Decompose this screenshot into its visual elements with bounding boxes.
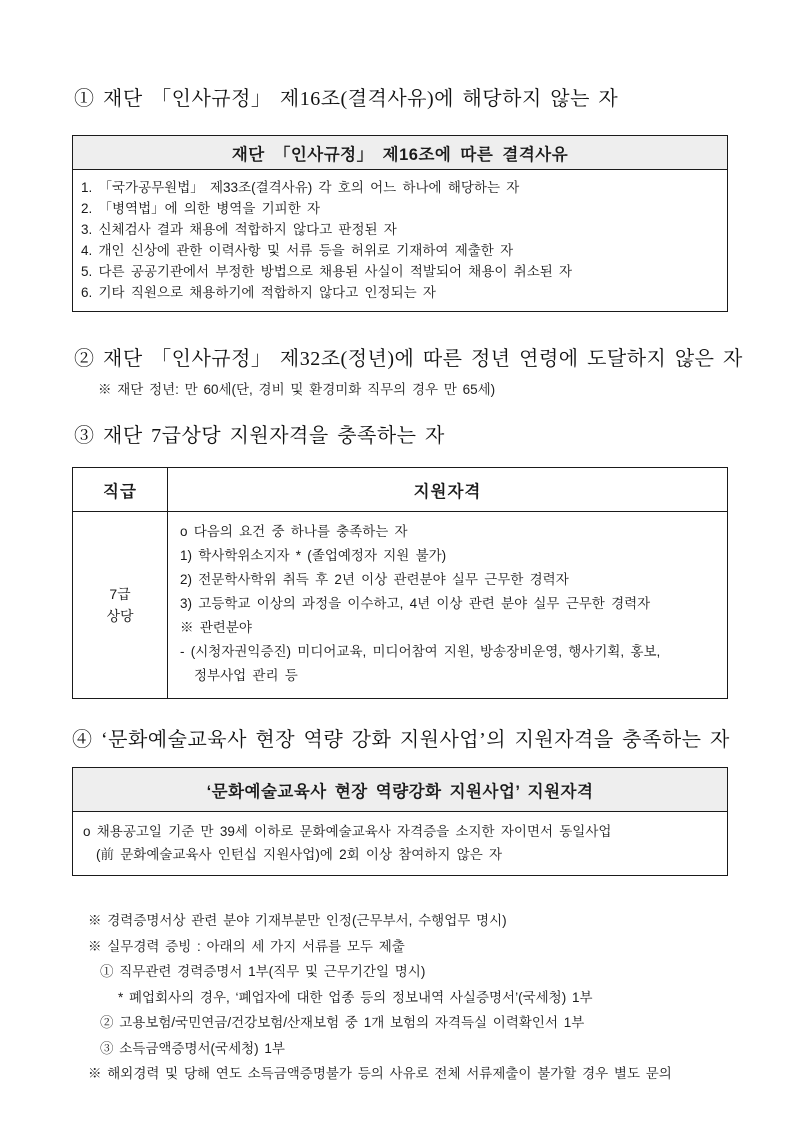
program-qualification-body [73,812,728,876]
footnote: ※ 경력증명서상 관련 분야 기재부분만 인정(근무부서, 수행업무 명시) [88,913,507,928]
footnote: * 폐업회사의 경우, ‘폐업자에 대한 업종 등의 정보내역 사실증명서’(국세청) 1부 [118,989,593,1005]
rank-line: 상당 [106,608,134,624]
disqualification-item: 1. 「국가공무원법」 제33조(결격사유) 각 호의 어느 하나에 해당하는 자 [81,180,520,195]
disqualification-item: 5. 다른 공공기관에서 부정한 방법으로 채용된 사실이 적발되어 채용이 취소된 자 [81,264,573,279]
qualification-cell [168,512,728,699]
retirement-age-note: ※ 재단 정년: 만 60세(단, 경비 및 환경미화 직무의 경우 만 65세) [98,382,496,397]
qualification-line: 2) 전문학사학위 취득 후 2년 이상 관련분야 실무 근무한 경력자 [180,572,569,587]
disqualification-table-header: 재단 「인사규정」 제16조에 따른 결격사유 [73,136,728,170]
footnote: ② 고용보험/국민연금/건강보험/산재보험 중 1개 보험의 자격득실 이력확인서 1부 [100,1015,585,1030]
qualification-line: 3) 고등학교 이상의 과정을 이수하고, 4년 이상 관련 분야 실무 근무한 경력자 [180,596,651,611]
rank-column-header: 직급 [73,468,168,512]
rank-qualification-table [72,467,728,699]
disqualification-item: 4. 개인 신상에 관한 이력사항 및 서류 등을 허위로 기재하여 제출한 자 [81,243,514,258]
section3-heading: ③ 재단 7급상당 지원자격을 충족하는 자 [74,425,445,447]
footnote: ③ 소득금액증명서(국세청) 1부 [100,1040,285,1056]
qualification-line: 1) 학사학위소지자 * (졸업예정자 지원 불가) [180,548,447,563]
qualification-line: o 다음의 요건 중 하나를 충족하는 자 [180,524,408,539]
qualification-column-header: 지원자격 [168,468,728,512]
program-qualification-header: ‘문화예술교육사 현장 역량강화 지원사업’ 지원자격 [73,768,728,812]
section2-heading: ② 재단 「인사규정」 제32조(정년)에 따른 정년 연령에 도달하지 않은 자 [74,348,743,370]
program-qualification-line: o 채용공고일 기준 만 39세 이하로 문화예술교육사 자격증을 소지한 자이면서 동일사업 [83,824,612,839]
section4-heading: ④ ‘문화예술교육사 현장 역량 강화 지원사업’의 지원자격을 충족하는 자 [72,729,730,751]
disqualification-item: 2. 「병역법」에 의한 병역을 기피한 자 [81,201,321,216]
footnote: ※ 실무경력 증빙 : 아래의 세 가지 서류를 모두 제출 [88,938,405,954]
disqualification-item: 6. 기타 직원으로 채용하기에 적합하지 않다고 인정되는 자 [81,285,436,300]
footnote: ① 직무관련 경력증명서 1부(직무 및 근무기간일 명시) [100,964,426,979]
footnotes [72,908,728,1087]
rank-cell [73,512,168,699]
disqualification-table-body [73,170,728,312]
qualification-line: - (시청자권익증진) 미디어교육, 미디어참여 지원, 방송장비운영, 행사기획, 홍보, [180,644,661,659]
qualification-line: 정부사업 관리 등 [194,668,298,683]
program-qualification-table [72,767,728,876]
disqualification-table [72,135,728,312]
disqualification-item: 3. 신체검사 결과 채용에 적합하지 않다고 판정된 자 [81,222,397,237]
rank-line: 7급 [109,586,131,602]
section1-heading: ① 재단 「인사규정」 제16조(결격사유)에 해당하지 않는 자 [74,88,619,110]
footnote: ※ 해외경력 및 당해 연도 소득금액증명불가 등의 사유로 전체 서류제출이 불가할 경우 별도 문의 [88,1066,672,1081]
program-qualification-line: (前 문화예술교육사 인턴십 지원사업)에 2회 이상 참여하지 않은 자 [96,847,503,862]
qualification-line: ※ 관련분야 [180,620,252,635]
